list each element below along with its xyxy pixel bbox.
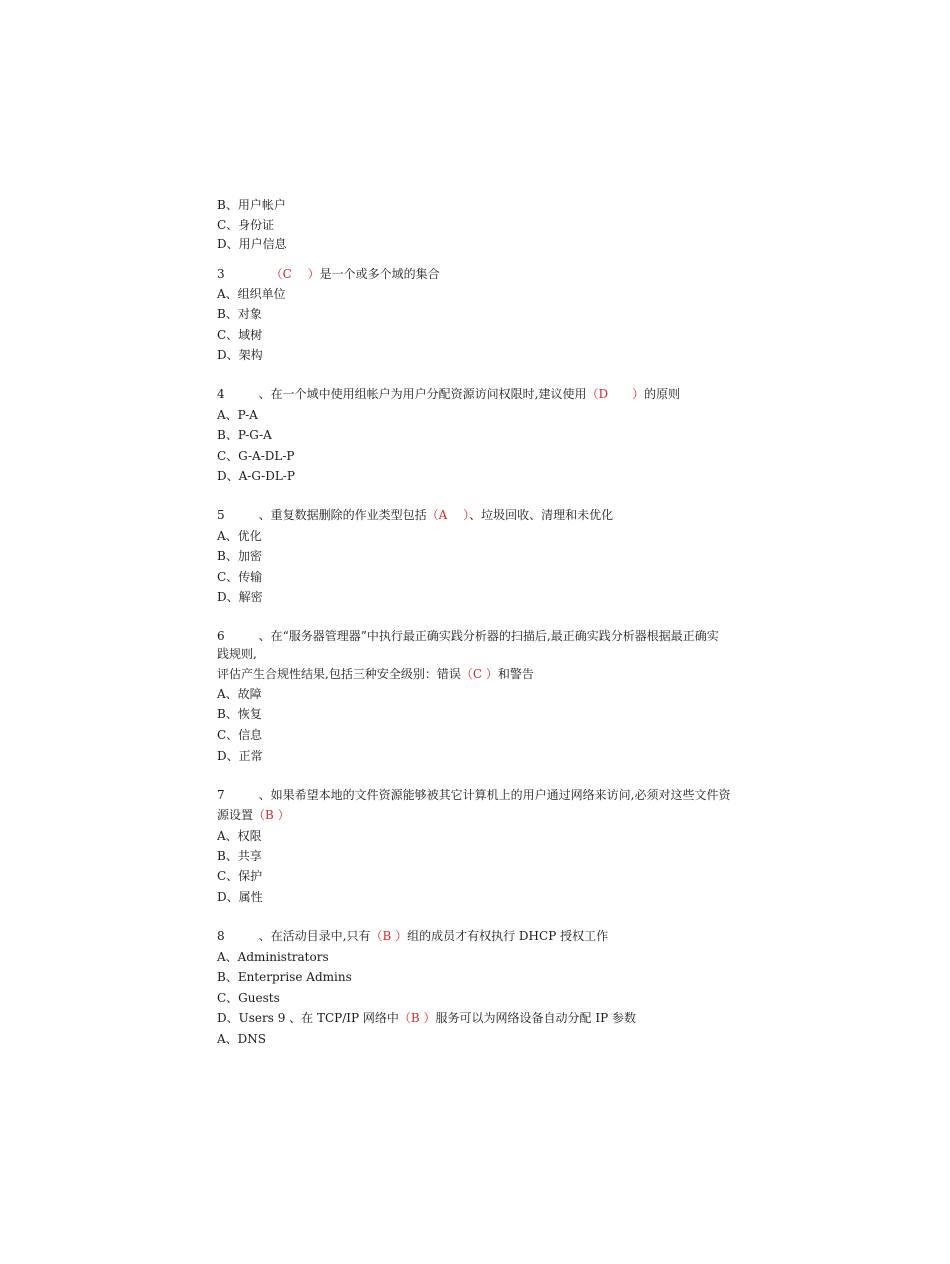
question-number: 3 — [217, 267, 225, 281]
question-text: 评估产生合规性结果,包括三种安全级别：错误 — [217, 667, 461, 681]
question-text: 、在活动目录中,只有 — [258, 929, 371, 943]
question-number: 4 — [217, 387, 225, 401]
answer: （C ） — [270, 267, 320, 281]
question-7 — [217, 787, 730, 803]
question-6 — [217, 628, 719, 644]
question-text-end: 和警告 — [497, 667, 534, 681]
question-4 — [217, 386, 680, 402]
question-text: 、在一个域中使用组帐户为用户分配资源访问权限时,建议使用 — [258, 387, 587, 401]
option-c: C、身份证 — [217, 218, 275, 232]
option-c: C、Guests — [217, 991, 280, 1005]
option-b: B、共享 — [217, 849, 262, 863]
option-c: C、信息 — [217, 728, 263, 742]
question-text-end: 、垃圾回收、清理和未优化 — [469, 508, 614, 522]
option-c: C、传输 — [217, 570, 263, 584]
question-6-cont: 践规则, — [217, 647, 257, 661]
question-text-end: 组的成员才有权执行 DHCP 授权工作 — [407, 929, 609, 943]
question-6-cont — [217, 666, 534, 682]
option-d: D、A-G-DL-P — [217, 469, 295, 483]
option-c: C、域树 — [217, 328, 263, 342]
option-a: A、P-A — [217, 408, 258, 422]
question-text: D、Users 9 、在 TCP/IP 网络中 — [217, 1011, 399, 1025]
question-number: 6 — [217, 629, 225, 643]
option-c: C、保护 — [217, 869, 263, 883]
question-text-end: 的原则 — [644, 387, 681, 401]
option-b: B、Enterprise Admins — [217, 970, 352, 984]
option-a: A、组织单位 — [217, 287, 286, 301]
question-5 — [217, 507, 613, 523]
option-a: A、故障 — [217, 687, 262, 701]
question-8 — [217, 928, 608, 944]
option-a: A、DNS — [217, 1032, 267, 1046]
option-b: B、用户帐户 — [217, 198, 286, 212]
option-b: B、恢复 — [217, 707, 262, 721]
answer: （D ） — [586, 387, 645, 401]
option-d: D、解密 — [217, 590, 263, 604]
option-b: B、加密 — [217, 549, 262, 563]
option-d-and-question-9 — [217, 1010, 636, 1026]
question-number: 8 — [217, 929, 225, 943]
option-a: A、权限 — [217, 829, 262, 843]
option-b: B、对象 — [217, 307, 262, 321]
option-b: B、P-G-A — [217, 428, 272, 442]
question-7-cont — [217, 807, 290, 823]
answer: （B ） — [253, 808, 290, 822]
option-a: A、Administrators — [217, 950, 329, 964]
answer: （A ） — [426, 508, 470, 522]
question-3 — [217, 266, 440, 282]
option-c: C、G-A-DL-P — [217, 449, 295, 463]
option-d: D、用户信息 — [217, 237, 287, 251]
question-text-end: 服务可以为网络设备自动分配 IP 参数 — [435, 1011, 636, 1025]
question-text: 、在“服务器管理器”中执行最正确实践分析器的扫描后,最正确实践分析器根据最正确实 — [258, 629, 719, 643]
question-text: 源设置 — [217, 808, 254, 822]
option-d: D、正常 — [217, 749, 263, 763]
answer: （B ） — [370, 929, 408, 943]
question-number: 7 — [217, 788, 225, 802]
answer: （C ） — [460, 667, 498, 681]
question-text: 、重复数据删除的作业类型包括 — [258, 508, 427, 522]
question-number: 5 — [217, 508, 225, 522]
option-d: D、架构 — [217, 348, 263, 362]
answer: （B ） — [398, 1011, 436, 1025]
question-text: 是一个或多个域的集合 — [319, 267, 440, 281]
option-a: A、优化 — [217, 529, 262, 543]
option-d: D、属性 — [217, 890, 263, 904]
question-text: 、如果希望本地的文件资源能够被其它计算机上的用户通过网络来访问,必须对这些文件资 — [258, 788, 731, 802]
